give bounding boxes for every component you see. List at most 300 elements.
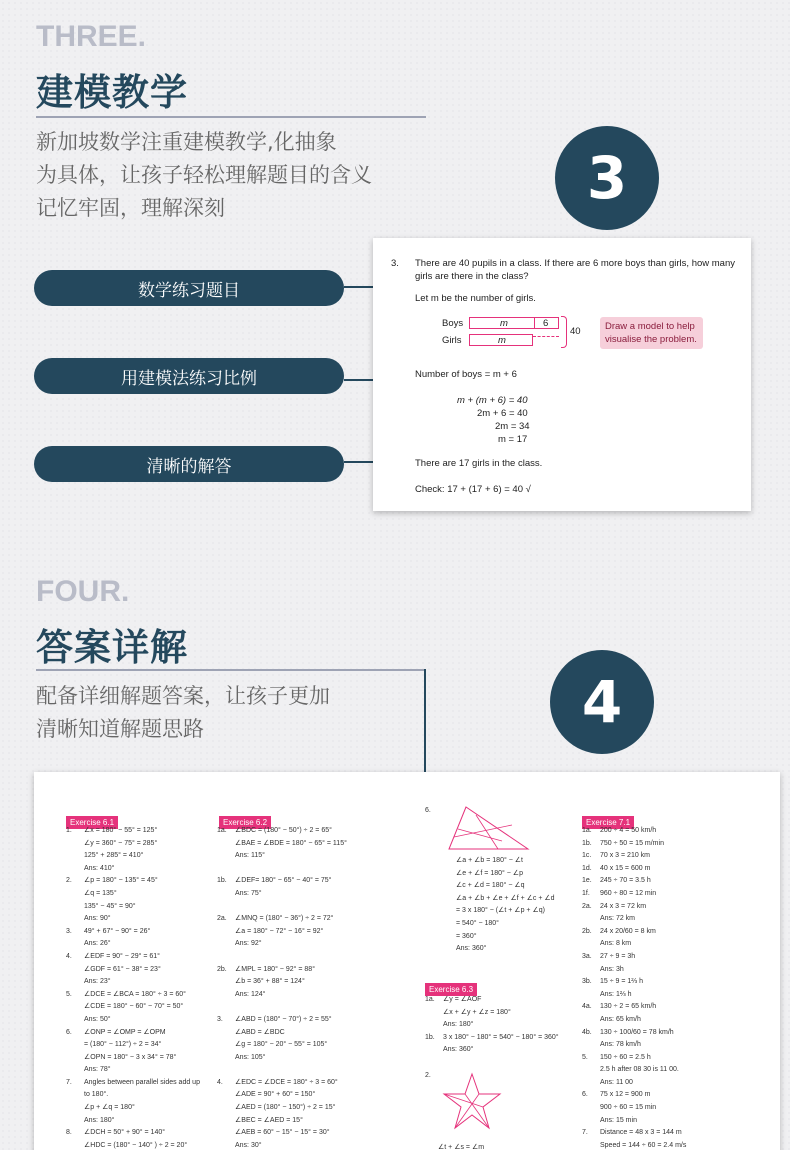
answer-row (425, 1044, 605, 1057)
answer-number (425, 1007, 443, 1020)
answer-row (66, 863, 216, 876)
answer-row (66, 1077, 216, 1090)
answer-text: Ans: 1⅔ h (600, 990, 632, 998)
answer-number (582, 1014, 600, 1027)
problem-question-line: There are 40 pupils in a class. If there are 6 more boys than girls, how many (415, 258, 735, 269)
answer-row (582, 1052, 752, 1065)
answer-number: 5. (582, 1053, 588, 1061)
answer-row (582, 825, 752, 838)
answer-number (217, 1115, 235, 1128)
answer-row (438, 905, 598, 918)
model-bar-m: m (500, 318, 508, 329)
answer-text: ∠BDC = (180° − 50°) ÷ 2 = 65° (235, 827, 332, 834)
answer-row (425, 1032, 605, 1045)
problem-number: 3. (391, 258, 399, 269)
answer-text: 70 x 3 = 210 km (600, 852, 651, 860)
answer-row (582, 1127, 752, 1140)
answer-row (582, 875, 752, 888)
answer-text: Ans: 410° (84, 864, 115, 872)
answers-card (34, 772, 780, 1150)
answer-text: ∠q = 135° (84, 889, 117, 897)
answer-text: ∠GDF = 61° − 38° = 23° (84, 965, 161, 973)
answer-row (582, 1140, 752, 1150)
answer-number (217, 1102, 235, 1115)
answer-row (217, 875, 412, 888)
answer-number (66, 976, 84, 989)
section-three-description (36, 126, 456, 225)
answer-number (582, 964, 600, 977)
pill-practice-problems: 数学练习题目 (34, 270, 344, 306)
answer-text: = (180° − 112°) ÷ 2 = 34° (84, 1041, 162, 1049)
answer-number: 1b. (582, 839, 592, 847)
answer-text: ∠c + ∠d = 180° − ∠q (456, 882, 525, 890)
answer-text: ∠ABD = ∠BDC (235, 1028, 285, 1036)
answer-number (425, 1044, 443, 1057)
answer-number (438, 918, 456, 931)
section-three-number-badge: 3 (555, 126, 659, 230)
answer-number: 1b. (217, 877, 227, 885)
answer-number (217, 888, 235, 901)
problem-let: Let m be the number of girls. (415, 293, 536, 304)
answer-row (438, 855, 598, 868)
answer-text: Ans: 11 00 (600, 1078, 633, 1086)
answer-text: 200 ÷ 4 = 50 km/h (600, 827, 657, 834)
answer-text: ∠DCH = 50° + 90° = 140° (84, 1129, 166, 1137)
answer-number (66, 1102, 84, 1115)
answer-text: ∠p + ∠q = 180° (84, 1104, 135, 1112)
answer-number: 7. (582, 1129, 588, 1137)
answer-row (217, 1089, 412, 1102)
answer-number (425, 1019, 443, 1032)
answer-number: 1f. (582, 889, 590, 897)
answer-number: 3a. (582, 952, 592, 960)
pill-clear-answer: 清晰的解答 (34, 446, 344, 482)
answer-text: Ans: 90° (84, 915, 111, 923)
desc-line: 记忆牢固，理解深刻 (36, 196, 225, 220)
answer-row (217, 1001, 412, 1014)
answer-number: 1c. (582, 852, 592, 860)
answer-text: 900 ÷ 60 = 15 min (600, 1104, 657, 1112)
answer-number (582, 1064, 600, 1077)
section-four-description (36, 680, 436, 746)
answer-row (217, 850, 412, 863)
answer-number: 7. (66, 1078, 72, 1086)
answer-number: 2a. (582, 902, 592, 910)
answer-text: Ans: 124° (235, 990, 266, 998)
equation-line: m = 17 (498, 434, 528, 445)
star-diagram (442, 1072, 502, 1130)
answer-text: Ans: 115° (235, 852, 265, 860)
answer-text: 125° + 285° = 410° (84, 852, 144, 860)
answer-row (217, 1140, 412, 1150)
hint-line: visualise the problem. (605, 334, 697, 345)
answer-number: 1a. (425, 996, 435, 1003)
problem-question-line: girls are there in the class? (415, 271, 529, 282)
answer-number: 1a. (217, 827, 227, 834)
answer-text: ∠MPL = 180° − 92° = 88° (235, 965, 315, 973)
answer-text: Ans: 105° (235, 1053, 266, 1061)
answer-text: 135° − 45° = 90° (84, 902, 136, 910)
answer-number (217, 926, 235, 939)
desc-line: 清晰知道解题思路 (36, 717, 204, 741)
problem-check: Check: 17 + (17 + 6) = 40 √ (415, 484, 531, 495)
answer-column-4 (582, 825, 752, 1150)
exercise-tag-label: Exercise 6.1 (66, 816, 118, 829)
answer-text: Ans: 180° (443, 1021, 474, 1029)
answer-text (235, 1001, 412, 1014)
answer-row (217, 1115, 412, 1128)
answer-number: 1b. (425, 1033, 435, 1041)
answer-number (217, 951, 235, 964)
answer-column-2 (217, 825, 412, 1150)
answer-text: Ans: 75° (235, 889, 262, 897)
answer-row (582, 901, 752, 914)
answer-number (66, 1001, 84, 1014)
answer-number (66, 1039, 84, 1052)
answer-number: 5. (66, 990, 72, 998)
answer-number (438, 931, 456, 944)
answer-row (582, 976, 752, 989)
answer-column-3b (425, 994, 605, 1057)
answer-row (217, 938, 412, 951)
answer-text: ∠e + ∠f = 180° − ∠p (456, 869, 523, 877)
answer-number: 1e. (582, 877, 592, 885)
answer-row (217, 1127, 412, 1140)
answer-number (66, 913, 84, 926)
answer-number (66, 888, 84, 901)
answer-number (217, 1039, 235, 1052)
answer-text (235, 863, 412, 876)
hint-box (600, 317, 703, 349)
answer-row (217, 1102, 412, 1115)
answer-row (582, 1027, 752, 1040)
answer-text: 15 ÷ 9 = 1⅔ h (600, 978, 643, 986)
answer-text: ∠y = 360° − 75° = 285° (84, 839, 158, 847)
answer-number (582, 1115, 600, 1128)
answer-row (217, 901, 412, 914)
answer-row (66, 838, 216, 851)
answer-text: Ans: 26° (84, 940, 111, 948)
answer-text: Ans: 3h (600, 965, 624, 973)
answer-text: ∠a + ∠b = 180° − ∠t (456, 857, 523, 864)
answer-row (66, 1089, 216, 1102)
answer-text: 24 x 3 = 72 km (600, 902, 647, 910)
answer-row (425, 994, 605, 1007)
answer-row (66, 1102, 216, 1115)
answer-text: Ans: 50° (84, 1015, 111, 1023)
answer-text: ∠OPN = 180° − 3 x 34° = 78° (84, 1053, 177, 1061)
answer-text: ∠MNQ = (180° − 36°) ÷ 2 = 72° (235, 915, 334, 923)
section-three-label: THREE. (36, 20, 147, 53)
desc-line: 新加坡数学注重建模教学,化抽象 (36, 130, 337, 154)
answer-text: ∠x = 180° − 55° = 125° (84, 827, 158, 834)
answer-text: 2.5 h after 08 30 is 11 00. (600, 1066, 679, 1074)
answer-text: = 540° − 180° (456, 919, 499, 927)
answer-row (66, 1027, 216, 1040)
answer-row (582, 1115, 752, 1128)
answer-text: ∠a + ∠b + ∠e + ∠f + ∠c + ∠d (456, 894, 555, 902)
answer-text: 960 ÷ 80 = 12 min (600, 889, 657, 897)
answer-text: ∠DEF= 180° − 65° − 40° = 75° (235, 877, 332, 885)
answer-number (217, 1027, 235, 1040)
answer-number: 1a. (582, 827, 592, 834)
answer-text: Distance = 48 x 3 = 144 m (600, 1129, 682, 1137)
answer-text (235, 901, 412, 914)
answer-number (582, 1077, 600, 1090)
answer-row (425, 1007, 605, 1020)
answer-row (582, 838, 752, 851)
answer-row (582, 938, 752, 951)
answer-text: = 3 x 180° − (∠t + ∠p + ∠q) (456, 907, 545, 915)
section-four-rule (36, 669, 426, 671)
model-gap-arrow (533, 336, 559, 337)
answer-text: Ans: 180° (84, 1116, 115, 1124)
answer-row (582, 863, 752, 876)
answer-text: Ans: 8 km (600, 940, 632, 948)
answer-row (582, 1102, 752, 1115)
triangle-diagram (446, 805, 531, 853)
answer-text: ∠EDF = 90° − 29° = 61° (84, 952, 160, 960)
answer-number (217, 901, 235, 914)
model-brace (561, 316, 567, 348)
answer-number (582, 1039, 600, 1052)
answer-number: 8. (66, 1129, 72, 1137)
answer-number (217, 1064, 235, 1077)
section-four-label: FOUR. (36, 575, 130, 608)
answer-number (582, 938, 600, 951)
model-bar-boys (469, 317, 559, 329)
answer-row (438, 893, 598, 906)
answer-number (66, 1089, 84, 1102)
answer-number (66, 1140, 84, 1150)
equation-line: 2m + 6 = 40 (477, 408, 528, 419)
answer-text: 130 ÷ 2 = 65 km/h (600, 1003, 657, 1011)
answer-number: 6. (66, 1028, 72, 1036)
answer-number (217, 1127, 235, 1140)
answer-text: ∠a = 180° − 72° − 16° = 92° (235, 927, 324, 935)
answer-text: Speed = 144 ÷ 60 = 2.4 m/s (600, 1141, 687, 1149)
answer-text: Ans: 72 km (600, 915, 636, 923)
answer-number: 6. (582, 1091, 588, 1099)
answer-text: 27 ÷ 9 = 3h (600, 952, 636, 960)
answer-row (66, 875, 216, 888)
answer-text: 3 x 180° − 180° = 540° − 180° = 360° (443, 1033, 559, 1041)
answer-row (217, 989, 412, 1002)
answer-number (217, 1089, 235, 1102)
answer-row (217, 913, 412, 926)
model-label-girls: Girls (442, 335, 462, 346)
desc-line: 为具体，让孩子轻松理解题目的含义 (36, 163, 372, 187)
answer-number (438, 855, 456, 868)
answer-row (582, 850, 752, 863)
answer-number (438, 943, 456, 956)
answer-number (438, 880, 456, 893)
answer-number (582, 1102, 600, 1115)
answer-number (217, 989, 235, 1002)
answer-column-1 (66, 825, 216, 1150)
section-three-rule (36, 116, 426, 118)
answer-row (438, 880, 598, 893)
answer-text: 130 ÷ 100/60 = 78 km/h (600, 1028, 674, 1036)
answer-row (66, 938, 216, 951)
answer-text: Ans: 15 min (600, 1116, 637, 1124)
answer-row (66, 926, 216, 939)
answer-row (582, 1039, 752, 1052)
answer-number (217, 863, 235, 876)
answer-col3-number: 6. (425, 807, 431, 814)
answer-text: ∠BEC = ∠AED = 15° (235, 1116, 303, 1124)
answer-text: Ans: 360° (443, 1046, 474, 1054)
answer-number: 4. (217, 1078, 223, 1086)
answer-row (217, 1039, 412, 1052)
answer-row (582, 1064, 752, 1077)
answer-number (217, 1140, 235, 1150)
answer-line: ∠t + ∠s = ∠m (438, 1144, 485, 1150)
answer-row (66, 989, 216, 1002)
answer-row (217, 926, 412, 939)
answer-text: 75 x 12 = 900 m (600, 1091, 651, 1099)
hint-line: Draw a model to help (605, 321, 695, 332)
answer-number (66, 863, 84, 876)
answer-row (217, 1064, 412, 1077)
model-bar-m: m (498, 335, 506, 346)
answer-number (66, 1014, 84, 1027)
answer-row (66, 976, 216, 989)
answer-row (66, 1140, 216, 1150)
answer-number: 1. (66, 827, 72, 834)
answer-number: 4b. (582, 1028, 592, 1036)
answer-row (217, 825, 412, 838)
answer-text: ∠EDC = ∠DCE = 180° ÷ 3 = 60° (235, 1078, 338, 1086)
model-label-boys: Boys (442, 318, 464, 329)
model-bar-divider (534, 318, 535, 328)
answer-text: Ans: 65 km/h (600, 1015, 641, 1023)
answer-text: ∠b = 36° + 88° = 124° (235, 978, 305, 986)
answer-number (438, 868, 456, 881)
answer-text: ∠AEB = 60° − 15° − 15° = 30° (235, 1129, 330, 1137)
answer-text: Ans: 30° (235, 1141, 262, 1149)
answer-row (66, 1127, 216, 1140)
section-four-title: 答案详解 (36, 626, 188, 669)
exercise-tag-label: Exercise 6.2 (219, 816, 271, 829)
answer-row (66, 850, 216, 863)
answer-row (66, 1001, 216, 1014)
answer-row (217, 888, 412, 901)
answer-text: ∠ABD = (180° − 70°) ÷ 2 = 55° (235, 1015, 332, 1023)
answer-number (217, 1001, 235, 1014)
answer-number (66, 1064, 84, 1077)
answer-text: ∠ONP = ∠OMP = ∠OPM (84, 1028, 166, 1036)
answer-number: 2. (66, 877, 72, 885)
answer-row (582, 964, 752, 977)
answer-number (582, 989, 600, 1002)
answer-text: 245 ÷ 70 = 3.5 h (600, 877, 651, 885)
answer-number (66, 838, 84, 851)
problem-card (373, 238, 751, 511)
answer-row (438, 868, 598, 881)
answer-text: ∠ADE = 90° + 60° = 150° (235, 1091, 316, 1099)
answer-text: ∠p = 180° − 135° = 45° (84, 877, 158, 885)
answer-row (582, 888, 752, 901)
exercise-tag-label: Exercise 6.3 (425, 983, 477, 996)
answer-number (66, 1052, 84, 1065)
answer-row (66, 1052, 216, 1065)
answer-row (66, 888, 216, 901)
answer-text: ∠x + ∠y + ∠z = 180° (443, 1008, 511, 1016)
answer-number (66, 964, 84, 977)
answer-text: ∠DCE = ∠BCA = 180° ÷ 3 = 60° (84, 990, 186, 998)
answer-text: 750 ÷ 50 = 15 m/min (600, 839, 664, 847)
answer-row (66, 825, 216, 838)
answer-row (66, 1039, 216, 1052)
model-bar-six: 6 (543, 318, 549, 329)
answer-text: ∠BAE = ∠BDE = 180° − 65° = 115° (235, 839, 347, 847)
answer-row (217, 1052, 412, 1065)
answer-row (217, 1077, 412, 1090)
answer-row (438, 931, 598, 944)
answer-number: 2a. (217, 915, 227, 923)
answer-row (438, 943, 598, 956)
answer-text (235, 1064, 412, 1077)
answer-number (217, 938, 235, 951)
answer-text: 24 x 20/60 = 8 km (600, 927, 656, 935)
answer-text: ∠CDE = 180° − 60° − 70° = 50° (84, 1003, 184, 1011)
answer-row (66, 951, 216, 964)
answer-number (438, 893, 456, 906)
answer-text: 49° + 67° − 90° = 26° (84, 927, 151, 935)
answer-row (438, 918, 598, 931)
answer-number (217, 976, 235, 989)
answer-row (217, 838, 412, 851)
answer-number: 2b. (582, 927, 592, 935)
answer-row (425, 1019, 605, 1032)
answer-row (66, 901, 216, 914)
answer-text: Ans: 360° (456, 945, 487, 953)
model-total: 40 (570, 326, 581, 337)
answer-text: Ans: 23° (84, 978, 111, 986)
answer-text: Ans: 78° (84, 1066, 111, 1074)
answer-number (582, 913, 600, 926)
answer-row (582, 989, 752, 1002)
answer-row (582, 951, 752, 964)
answer-row (217, 976, 412, 989)
answer-text: 150 ÷ 60 = 2.5 h (600, 1053, 651, 1061)
answer-number: 1d. (582, 864, 592, 872)
answer-text: 40 x 15 = 600 m (600, 864, 651, 872)
equation-line: m + (m + 6) = 40 (457, 395, 528, 406)
answer-text: Angles between parallel sides add up (84, 1078, 200, 1086)
answer-row (66, 1064, 216, 1077)
answer-row (66, 1014, 216, 1027)
equation-line: 2m = 34 (495, 421, 530, 432)
answer-row (217, 964, 412, 977)
answer-text: ∠g = 180° − 20° − 55° = 105° (235, 1041, 328, 1049)
answer-row (582, 913, 752, 926)
section-three-title: 建模教学 (36, 71, 188, 114)
answer-number: 3. (66, 927, 72, 935)
answer-row (217, 951, 412, 964)
answer-number (438, 905, 456, 918)
answer-number (66, 1115, 84, 1128)
answer-number (582, 1140, 600, 1150)
answer-row (66, 964, 216, 977)
answer-column-3 (438, 855, 598, 956)
answer-number: 4a. (582, 1003, 592, 1011)
answer-number (217, 1052, 235, 1065)
answer-text: = 360° (456, 932, 477, 940)
answer-row (217, 863, 412, 876)
answer-row (66, 1115, 216, 1128)
